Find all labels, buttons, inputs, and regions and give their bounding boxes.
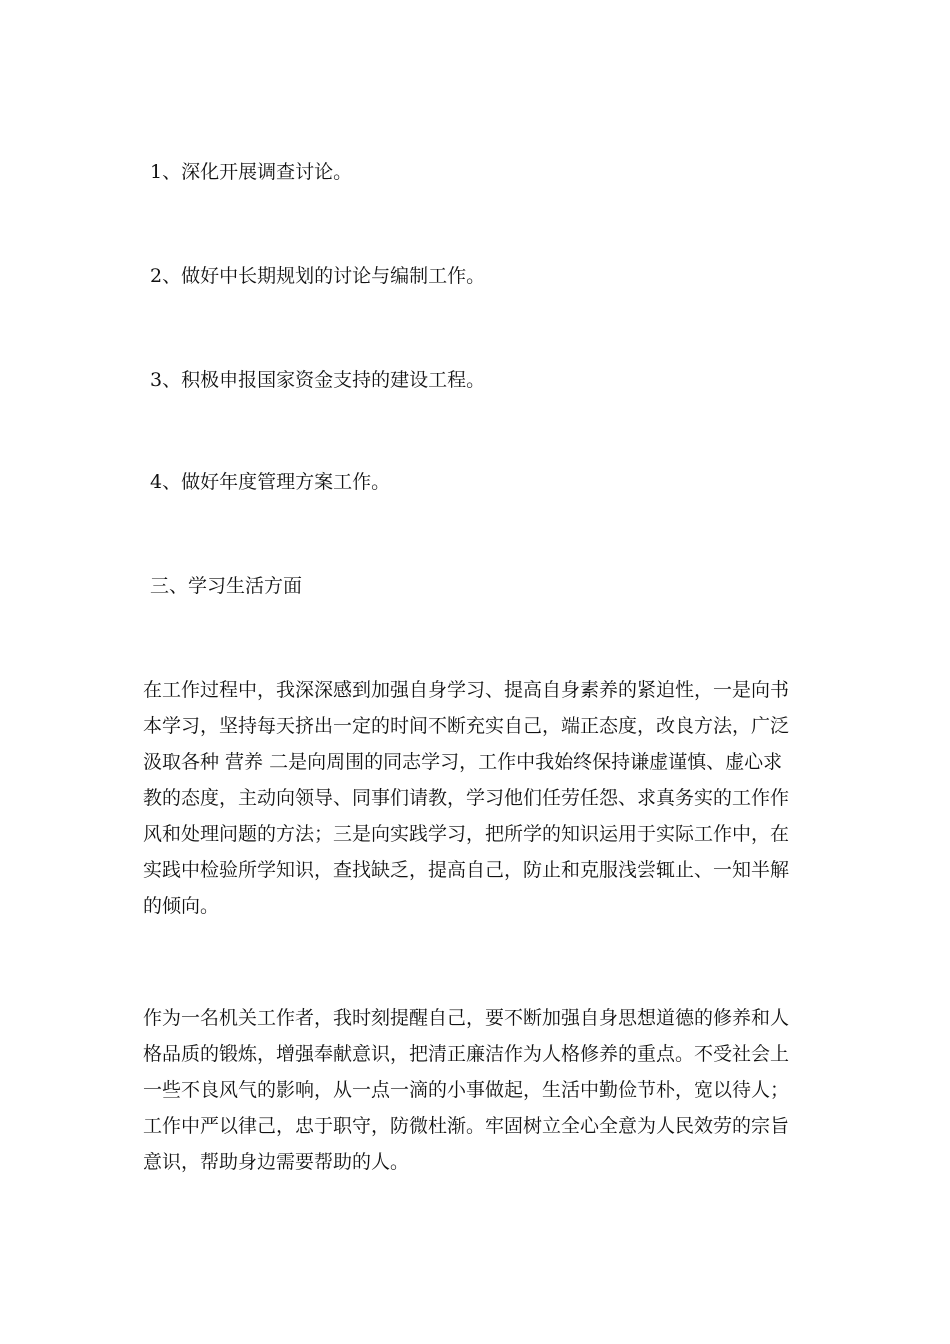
paragraph-line: 汲取各种 营养 二是向周围的同志学习，工作中我始终保持谦虚谨慎、虚心求 — [143, 751, 783, 773]
paragraph-line: 一些不良风气的影响，从一点一滴的小事做起，生活中勤俭节朴，宽以待人； — [143, 1079, 790, 1101]
paragraph-line: 本学习，坚持每天挤出一定的时间不断充实自己，端正态度，改良方法，广泛 — [143, 715, 790, 737]
paragraph-conduct — [143, 1000, 818, 1180]
paragraph-line: 的倾向。 — [143, 895, 220, 917]
paragraph-line: 工作中严以律己，忠于职守，防微杜渐。牢固树立全心全意为人民效劳的宗旨 — [143, 1115, 790, 1137]
section-heading: 三、学习生活方面 — [150, 575, 303, 597]
paragraph-line: 风和处理问题的方法；三是向实践学习，把所学的知识运用于实际工作中，在 — [143, 823, 790, 845]
paragraph-line: 在工作过程中，我深深感到加强自身学习、提高自身素养的紧迫性，一是向书 — [143, 679, 790, 701]
paragraph-line: 格品质的锻炼，增强奉献意识，把清正廉洁作为人格修养的重点。不受社会上 — [143, 1043, 790, 1065]
paragraph-study — [143, 672, 818, 924]
list-item-4: 4、做好年度管理方案工作。 — [150, 471, 391, 493]
paragraph-line: 教的态度，主动向领导、同事们请教，学习他们任劳任怨、求真务实的工作作 — [143, 787, 790, 809]
list-item-1: 1、深化开展调查讨论。 — [150, 161, 353, 183]
paragraph-line: 作为一名机关工作者，我时刻提醒自己，要不断加强自身思想道德的修养和人 — [143, 1007, 790, 1029]
paragraph-line: 实践中检验所学知识，查找缺乏，提高自己，防止和克服浅尝辄止、一知半解 — [143, 859, 790, 881]
list-item-3: 3、积极申报国家资金支持的建设工程。 — [150, 369, 486, 391]
paragraph-line: 意识，帮助身边需要帮助的人。 — [143, 1151, 410, 1173]
list-item-2: 2、做好中长期规划的讨论与编制工作。 — [150, 265, 486, 287]
